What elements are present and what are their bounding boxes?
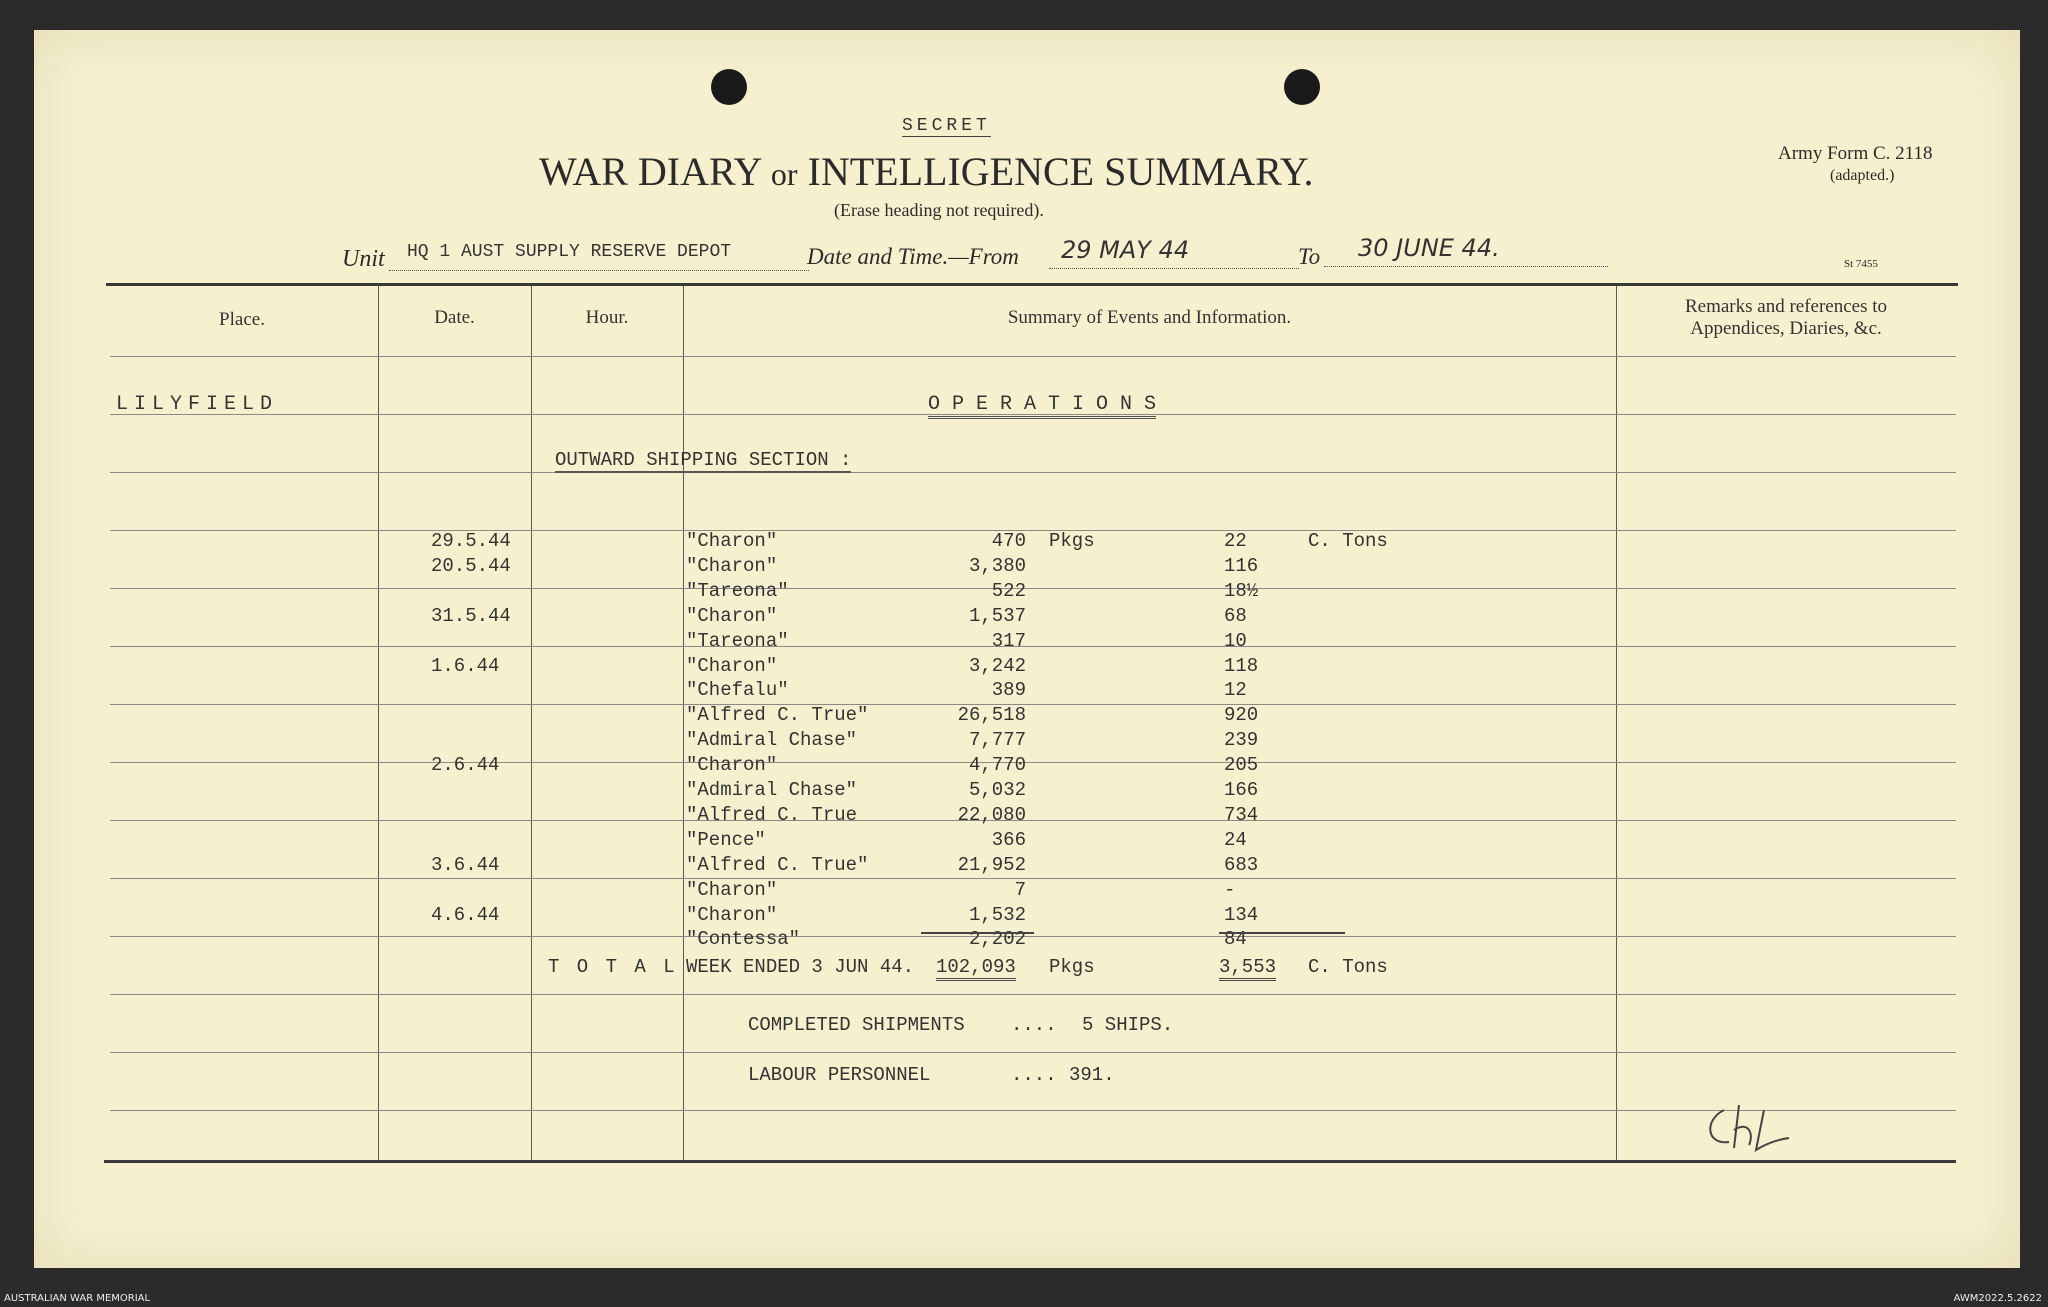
erase-note: (Erase heading not required). bbox=[834, 200, 1044, 220]
punch-hole-left bbox=[711, 69, 747, 105]
row-ship: "Alfred C. True bbox=[686, 804, 858, 826]
row-date: 29.5.44 bbox=[431, 530, 511, 552]
col-header-remarks bbox=[1616, 296, 1956, 340]
place-name: LILYFIELD bbox=[116, 393, 279, 416]
footer-credit: AUSTRALIAN WAR MEMORIAL bbox=[4, 1293, 151, 1304]
to-label: To bbox=[1298, 244, 1321, 269]
form-title bbox=[539, 148, 1313, 195]
row-tons: 166 bbox=[1224, 779, 1259, 801]
col-header-hour: Hour. bbox=[585, 307, 629, 328]
row-ship: "Charon" bbox=[686, 904, 778, 926]
ruled-line bbox=[110, 704, 1956, 705]
row-tons: 205 bbox=[1224, 754, 1259, 776]
date-from: 29 MAY 44 bbox=[1061, 236, 1190, 264]
row-pkgs: 3,242 bbox=[968, 655, 1026, 677]
remarks-line-1: Remarks and references to bbox=[1684, 296, 1888, 317]
completed-label: COMPLETED SHIPMENTS bbox=[748, 1014, 965, 1036]
row-ship: "Admiral Chase" bbox=[686, 779, 858, 801]
ruled-line bbox=[110, 994, 1956, 995]
col-header-summary: Summary of Events and Information. bbox=[1007, 307, 1292, 328]
operations-heading: O P E R A T I O N S bbox=[928, 393, 1156, 419]
row-pkgs: 2,202 bbox=[968, 928, 1026, 950]
form-adapted: (adapted.) bbox=[1830, 167, 1895, 184]
footer-reference: AWM2022.5.2622 bbox=[1953, 1293, 2042, 1304]
total-pkgs-unit: Pkgs bbox=[1049, 956, 1095, 978]
completed-dots: .... bbox=[1011, 1014, 1057, 1036]
labour-label: LABOUR PERSONNEL bbox=[748, 1064, 931, 1086]
row-ship: "Contessa" bbox=[686, 928, 801, 950]
ruled-line bbox=[110, 646, 1956, 647]
row-tons: 24 bbox=[1224, 829, 1247, 851]
row-pkgs: 7,777 bbox=[968, 729, 1026, 751]
row-pkgs: 522 bbox=[991, 580, 1026, 602]
row-tons: 920 bbox=[1224, 704, 1259, 726]
row-date: 31.5.44 bbox=[431, 605, 511, 627]
section-heading: OUTWARD SHIPPING SECTION : bbox=[555, 449, 852, 471]
date-label: Date and Time.—From bbox=[807, 244, 1019, 269]
signature-initials bbox=[1694, 1090, 1814, 1160]
row-tons: 683 bbox=[1224, 854, 1259, 876]
row-tons: 84 bbox=[1224, 928, 1247, 950]
row-tons: 68 bbox=[1224, 605, 1247, 627]
title-main: WAR DIARY bbox=[539, 149, 761, 194]
row-date: 1.6.44 bbox=[431, 655, 500, 677]
ruled-line bbox=[110, 1110, 1956, 1111]
row-tons: 116 bbox=[1224, 555, 1259, 577]
punch-hole-right bbox=[1284, 69, 1320, 105]
ruled-line bbox=[110, 878, 1956, 879]
ruled-line bbox=[110, 820, 1956, 821]
labour-dots: .... bbox=[1011, 1064, 1057, 1086]
row-ship: "Alfred C. True" bbox=[686, 854, 869, 876]
title-rest: INTELLIGENCE SUMMARY. bbox=[807, 149, 1314, 194]
title-or: or bbox=[770, 156, 798, 192]
col-divider-hour bbox=[683, 286, 684, 1160]
table-top-rule bbox=[106, 283, 1958, 286]
row-tons: 734 bbox=[1224, 804, 1259, 826]
col-header-date: Date. bbox=[434, 307, 475, 328]
row-ship: "Charon" bbox=[686, 655, 778, 677]
col-header-place: Place. bbox=[219, 309, 265, 330]
row-ship: "Tareona" bbox=[686, 580, 789, 602]
row-tons-unit: C. Tons bbox=[1308, 530, 1388, 552]
ruled-line bbox=[110, 588, 1956, 589]
labour-value: 391. bbox=[1069, 1064, 1115, 1086]
secret-stamp: SECRET bbox=[902, 116, 991, 136]
row-tons: 134 bbox=[1224, 904, 1259, 926]
row-tons: 239 bbox=[1224, 729, 1259, 751]
row-ship: "Charon" bbox=[686, 879, 778, 901]
ruled-line bbox=[110, 530, 1956, 531]
row-pkgs: 4,770 bbox=[968, 754, 1026, 776]
table-bottom-rule bbox=[104, 1160, 1956, 1163]
row-tons: 22 bbox=[1224, 530, 1247, 552]
tons-sum-rule bbox=[1219, 932, 1345, 934]
row-pkgs: 7 bbox=[1014, 879, 1026, 901]
to-dotted-line bbox=[1324, 266, 1608, 267]
completed-value: 5 SHIPS. bbox=[1082, 1014, 1174, 1036]
row-tons: 18½ bbox=[1224, 580, 1259, 602]
row-pkgs: 470 bbox=[991, 530, 1026, 552]
row-ship: "Pence" bbox=[686, 829, 766, 851]
ruled-line bbox=[110, 472, 1956, 473]
stock-number: St 7455 bbox=[1844, 258, 1878, 270]
row-pkgs: 21,952 bbox=[957, 854, 1026, 876]
row-date: 3.6.44 bbox=[431, 854, 500, 876]
total-label: T O T A L bbox=[548, 956, 678, 978]
col-divider-place bbox=[378, 286, 379, 1160]
total-tons: 3,553 bbox=[1219, 956, 1276, 981]
row-ship: "Charon" bbox=[686, 555, 778, 577]
row-pkgs: 1,532 bbox=[968, 904, 1026, 926]
row-ship: "Tareona" bbox=[686, 630, 789, 652]
row-pkgs-unit: Pkgs bbox=[1049, 530, 1095, 552]
pkgs-sum-rule bbox=[921, 932, 1034, 934]
row-tons: - bbox=[1224, 879, 1236, 901]
row-pkgs: 1,537 bbox=[968, 605, 1026, 627]
row-tons: 12 bbox=[1224, 679, 1247, 701]
week-ended: WEEK ENDED 3 JUN 44. bbox=[686, 956, 915, 978]
total-tons-unit: C. Tons bbox=[1308, 956, 1388, 978]
row-date: 4.6.44 bbox=[431, 904, 500, 926]
col-divider-date bbox=[531, 286, 532, 1160]
row-pkgs: 5,032 bbox=[968, 779, 1026, 801]
row-ship: "Charon" bbox=[686, 530, 778, 552]
col-divider-summary bbox=[1616, 286, 1617, 1160]
row-ship: "Admiral Chase" bbox=[686, 729, 858, 751]
row-ship: "Alfred C. True" bbox=[686, 704, 869, 726]
from-dotted-line bbox=[1049, 268, 1299, 269]
row-pkgs: 366 bbox=[991, 829, 1026, 851]
row-pkgs: 317 bbox=[991, 630, 1026, 652]
row-ship: "Charon" bbox=[686, 605, 778, 627]
ruled-line bbox=[110, 762, 1956, 763]
date-to: 30 JUNE 44. bbox=[1358, 234, 1500, 262]
unit-dotted-line bbox=[389, 270, 809, 271]
form-number: Army Form C. 2118 bbox=[1778, 143, 1933, 164]
ruled-line bbox=[110, 1052, 1956, 1053]
row-tons: 10 bbox=[1224, 630, 1247, 652]
unit-value: HQ 1 AUST SUPPLY RESERVE DEPOT bbox=[407, 242, 732, 262]
row-ship: "Chefalu" bbox=[686, 679, 789, 701]
ruled-line bbox=[110, 356, 1956, 357]
remarks-line-2: Appendices, Diaries, &c. bbox=[1690, 318, 1882, 339]
diary-page bbox=[34, 30, 2020, 1268]
row-tons: 118 bbox=[1224, 655, 1259, 677]
row-pkgs: 22,080 bbox=[957, 804, 1026, 826]
row-pkgs: 3,380 bbox=[968, 555, 1026, 577]
row-date: 2.6.44 bbox=[431, 754, 500, 776]
unit-label: Unit bbox=[342, 246, 385, 272]
row-pkgs: 26,518 bbox=[957, 704, 1026, 726]
row-ship: "Charon" bbox=[686, 754, 778, 776]
total-pkgs: 102,093 bbox=[936, 956, 1016, 981]
row-pkgs: 389 bbox=[991, 679, 1026, 701]
ruled-line bbox=[110, 936, 1956, 937]
row-date: 20.5.44 bbox=[431, 555, 511, 577]
